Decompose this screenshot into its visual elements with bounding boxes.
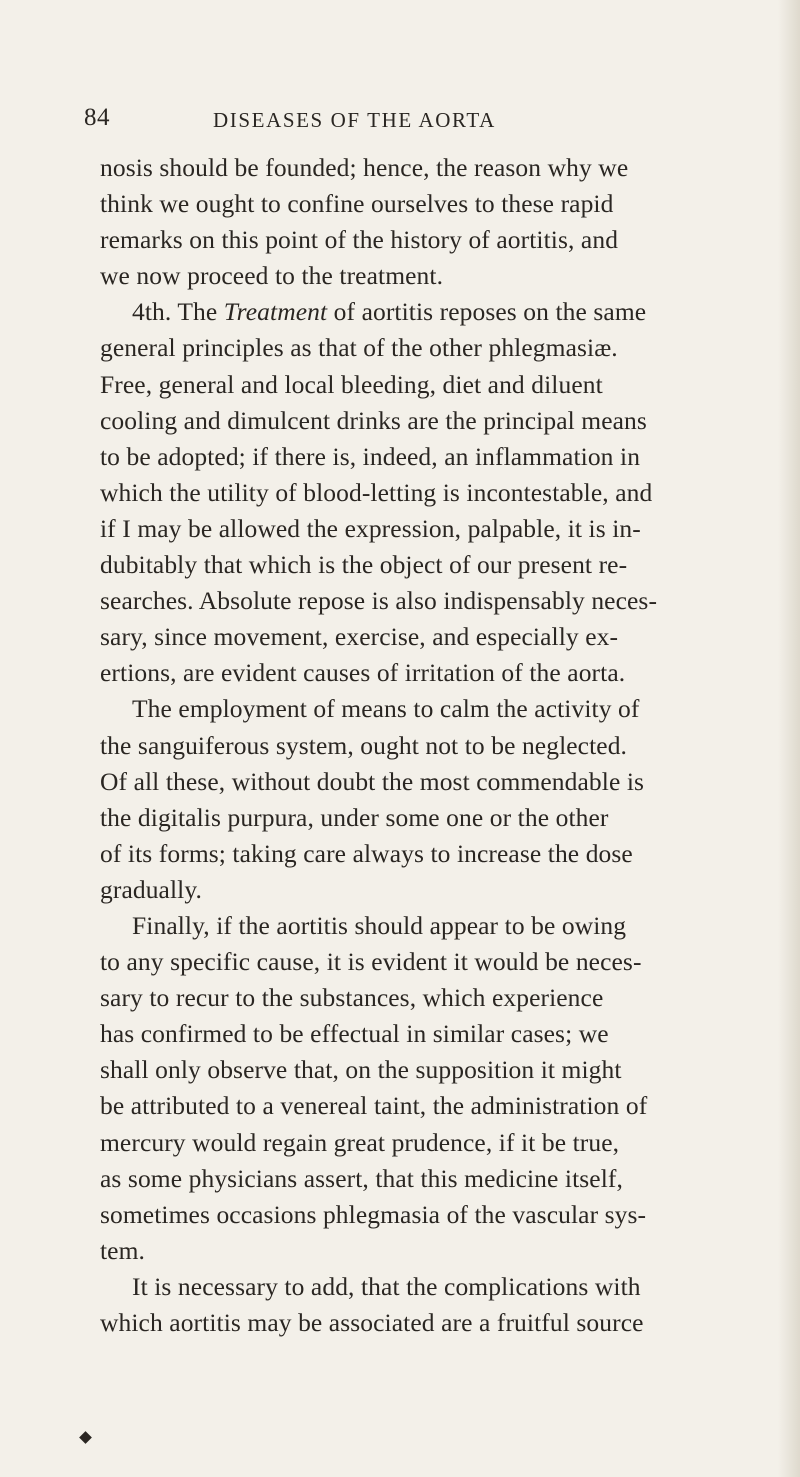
text-line: tem.: [100, 1235, 146, 1265]
ink-spot-icon: [79, 1431, 92, 1444]
text-line: searches. Absolute repose is also indispensably neces-: [100, 586, 658, 616]
text-line: dubitably that which is the object of our present re-: [100, 550, 628, 580]
text-line: sary, since movement, exercise, and especially ex-: [100, 622, 619, 652]
text-line: sometimes occasions phlegmasia of the vascular sys-: [100, 1199, 647, 1229]
text-line: be attributed to a venereal taint, the administration of: [100, 1091, 648, 1121]
text-line: the sanguiferous system, ought not to be neglected.: [100, 730, 628, 760]
page-number: 84: [84, 104, 110, 131]
text-line: to any specific cause, it is evident it would be neces-: [100, 947, 642, 977]
text-line: remarks on this point of the history of aortitis, and: [100, 225, 619, 255]
text-line: sary to recur to the substances, which experience: [100, 983, 604, 1013]
text-line: which aortitis may be associated are a fruitful source: [100, 1308, 644, 1337]
text-line: nosis should be founded; hence, the reason why we: [100, 153, 629, 182]
text-line: Finally, if the aortitis should appear to be owing: [132, 910, 627, 940]
page-header: [0, 104, 800, 140]
text-line: ertions, are evident causes of irritation of the aorta.: [100, 658, 626, 688]
text-line: the digitalis purpura, under some one or the other: [100, 802, 609, 832]
text-line: to be adopted; if there is, indeed, an inflammation in: [100, 441, 641, 471]
running-head: DISEASES OF THE AORTA: [213, 108, 496, 132]
text-line: mercury would regain great prudence, if it be true,: [100, 1127, 620, 1157]
text-line: The employment of means to calm the activity of: [132, 694, 640, 724]
text-line: general principles as that of the other phlegmasiæ.: [100, 333, 618, 363]
text-line: if I may be allowed the expression, palpable, it is in-: [100, 513, 641, 543]
text-line: of its forms; taking care always to increase the dose: [100, 838, 633, 868]
text-line: Free, general and local bleeding, diet and diluent: [100, 369, 603, 399]
text-line: which the utility of blood-letting is incontestable, and: [100, 477, 653, 507]
text-line: gradually.: [100, 874, 203, 904]
text-line: Of all these, without doubt the most commendable is: [100, 766, 645, 796]
text-line: think we ought to confine ourselves to these rapid: [100, 189, 614, 219]
text-line: shall only observe that, on the supposition it might: [100, 1055, 622, 1085]
text-line: we now proceed to the treatment.: [100, 261, 444, 291]
body-text: [100, 150, 762, 1341]
page-edge-shadow: [778, 0, 800, 1477]
text-line: It is necessary to add, that the complications with: [132, 1271, 641, 1301]
treatment-italic: Treatment: [223, 297, 328, 327]
text-line: cooling and dimulcent drinks are the principal means: [100, 405, 647, 435]
text-line-treatment-heading: 4th. The Treatment of aortitis reposes on the same: [132, 297, 647, 327]
text-line: has confirmed to be effectual in similar cases; we: [100, 1019, 609, 1049]
text-line: as some physicians assert, that this medicine itself,: [100, 1163, 623, 1193]
